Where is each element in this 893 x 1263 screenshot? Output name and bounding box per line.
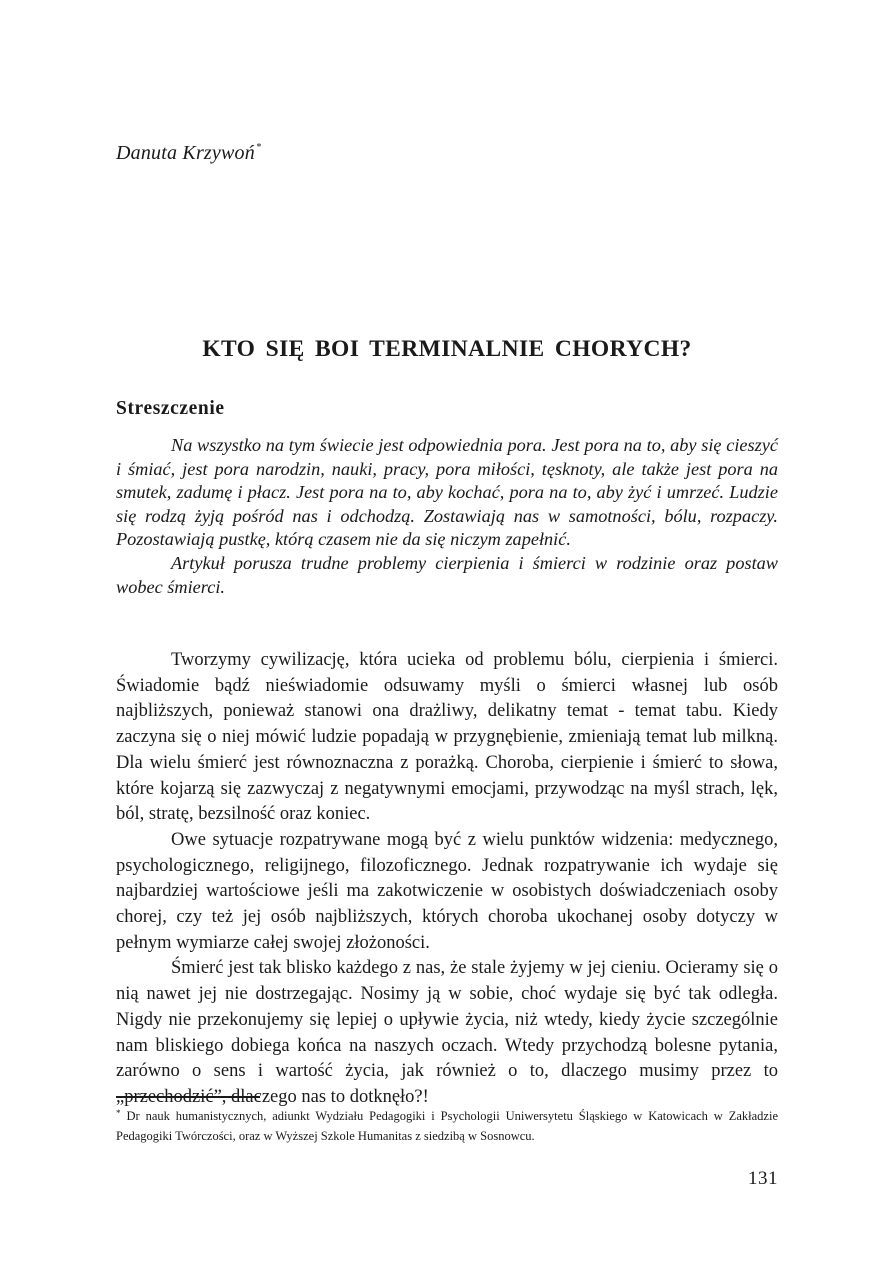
footnote-mark: * (116, 1108, 121, 1118)
abstract-heading: Streszczenie (116, 398, 225, 419)
body-paragraph-2: Owe sytuacje rozpatrywane mogą być z wielu punktów widzenia: medycznego, psychologicznego, religijnego, filozoficznego. Jednak rozpatrywanie ich wydaje się najbardziej wartościowe jeśli ma zakotwiczenie w osobistych doświadczeniach osoby chorej, czy też jej osób najbliższych, których choroba ukochanej osoby dotyczy w pełnym wymiarze całej swojej złożoności. (116, 829, 778, 953)
body-paragraph-3: Śmierć jest tak blisko każdego z nas, że stale żyjemy w jej cieniu. Ocieramy się o nią nawet jej nie dostrzegając. Nosimy ją w sobie, choć wydaje się być tak odległa. Nigdy nie przekonujemy się lepiej o upływie życia, niż wtedy, kiedy życie szczególnie nam bliskiego dobiega końca na naszych oczach. Wtedy przychodzą bolesne pytania, zarówno o sens i wartość życia, jak również o to, dlaczego musimy przez to „przechodzić”, dlaczego nas to dotknęło?! (116, 958, 778, 1107)
footnote-separator (116, 1096, 260, 1098)
article-title: KTO SIĘ BOI TERMINALNIE CHORYCH? (202, 336, 692, 362)
author-footnote-mark[interactable]: * (255, 142, 262, 153)
abstract-paragraph-2: Artykuł porusza trudne problemy cierpienia i śmierci w rodzinie oraz postaw wobec śmierci. (116, 552, 778, 597)
abstract-paragraph-1: Na wszystko na tym świecie jest odpowiednia pora. Jest pora na to, aby się cieszyć i śmiać, jest pora narodzin, nauki, pracy, pora miłości, tęsknoty, ale także jest pora na smutek, zadumę i płacz. Jest pora na to, aby kochać, pora na to, aby żyć i umrzeć. Ludzie się rodzą żyją pośród nas i odchodzą. Zostawiają nas w samotności, bólu, rozpaczy. Pozostawiają pustkę, którą czasem nie da się niczym zapełnić. (116, 435, 778, 550)
footnote (116, 1104, 778, 1146)
footnote-text: Dr nauk humanistycznych, adiunkt Wydziału Pedagogiki i Psychologii Uniwersytetu Śląskiego w Katowicach w Zakładzie Pedagogiki Twórczości, oraz w Wyższej Szkole Humanitas z siedzibą w Sosnowcu. (116, 1109, 778, 1143)
body-text (116, 648, 778, 1111)
page-number: 131 (748, 1168, 778, 1189)
author-line (116, 142, 261, 165)
abstract-text (116, 434, 778, 599)
author-name: Danuta Krzywoń (116, 142, 255, 164)
body-paragraph-1: Tworzymy cywilizację, która ucieka od problemu bólu, cierpienia i śmierci. Świadomie bądź nieświadomie odsuwamy myśli o śmierci własnej lub osób najbliższych, ponieważ stanowi ona drażliwy, delikatny temat - temat tabu. Kiedy zaczyna się o niej mówić ludzie popadają w przygnębienie, zmieniają temat lub milkną. Dla wielu śmierć jest równoznaczna z porażką. Choroba, cierpienie i śmierć to słowa, które kojarzą się zazwyczaj z negatywnymi emocjami, przywodząc na myśl strach, lęk, ból, stratę, bezsilność oraz koniec. (116, 650, 778, 825)
